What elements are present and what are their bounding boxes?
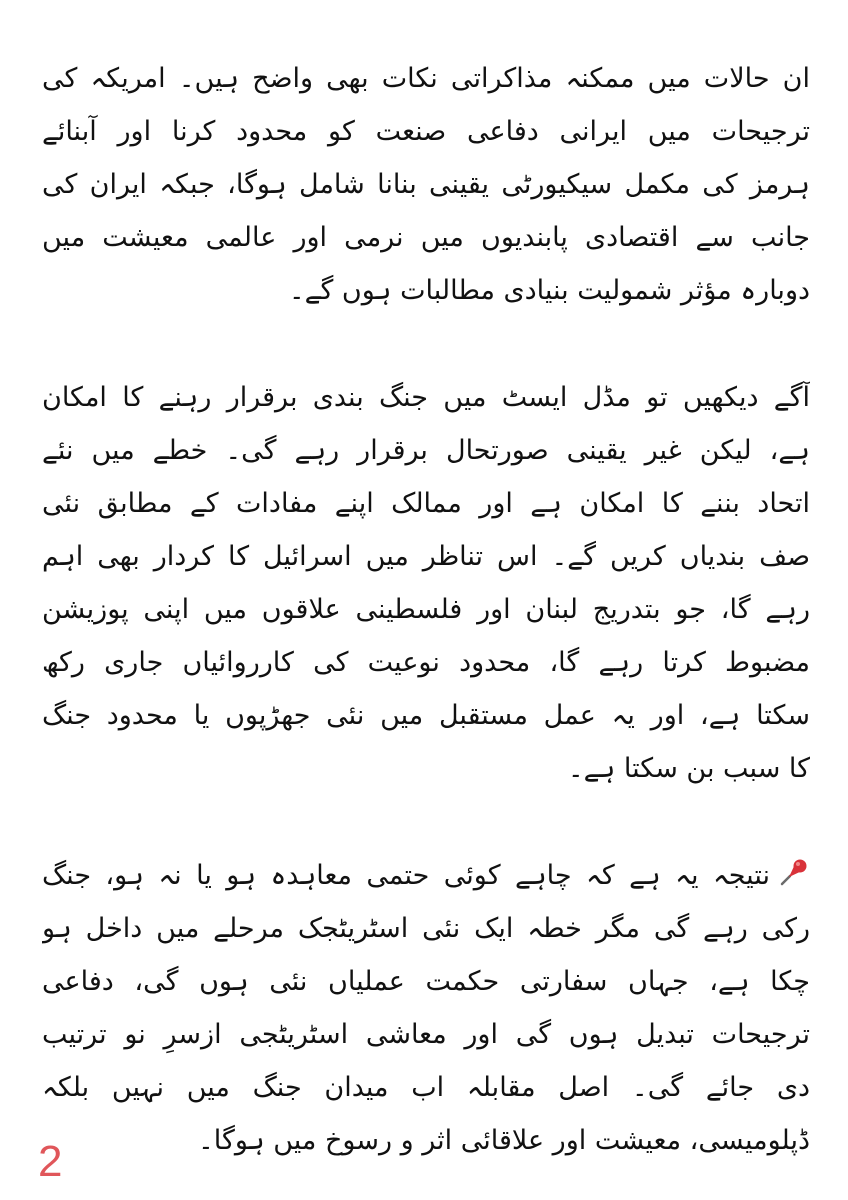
text-line: سکتا ہے، اور یہ عمل مستقبل میں نئی جھڑپوں یا محدود جنگ: [42, 700, 810, 731]
text-line: جانب سے اقتصادی پابندیوں میں نرمی اور عالمی معیشت میں: [42, 222, 810, 253]
text-line: ہے، لیکن غیر یقینی صورتحال برقرار رہے گی۔ خطے میں نئے: [42, 435, 810, 466]
text-line: ترجیحات میں ایرانی دفاعی صنعت کو محدود کرنا اور آبنائے: [42, 116, 810, 147]
text-line: دوبارہ مؤثر شمولیت بنیادی مطالبات ہوں گے۔: [288, 275, 810, 306]
text-line: دی جائے گی۔ اصل مقابلہ اب میدان جنگ میں نہیں بلکہ: [42, 1072, 810, 1103]
paragraph-outlook: [42, 371, 810, 795]
text-line: اتحاد بننے کا امکان ہے اور ممالک اپنے مفادات کے مطابق نئی: [42, 488, 810, 519]
text-line: رہے گا، جو بتدریج لبنان اور فلسطینی علاقوں میں اپنی پوزیشن: [42, 594, 810, 625]
paragraph-conclusion: [42, 849, 810, 1167]
text-line: صف بندیاں کریں گے۔ اس تناظر میں اسرائیل کا کردار بھی اہم: [42, 541, 810, 572]
paragraph-negotiation-points: [42, 52, 810, 317]
page-number: 2: [38, 1137, 63, 1186]
text-line-with-pin: [42, 849, 810, 902]
text-line: کا سبب بن سکتا ہے۔: [567, 753, 810, 784]
text-line: ان حالات میں ممکنہ مذاکراتی نکات بھی واضح ہیں۔ امریکہ کی: [42, 63, 810, 94]
text-line: آگے دیکھیں تو مڈل ایسٹ میں جنگ بندی برقرار رہنے کا امکان: [42, 382, 810, 413]
text-line: ڈپلومیسی، معیشت اور علاقائی اثر و رسوخ میں ہوگا۔: [197, 1125, 810, 1156]
text-line: مضبوط کرتا رہے گا، محدود نوعیت کی کارروائیاں جاری رکھ: [42, 647, 810, 678]
paragraph-gap: [42, 317, 810, 371]
text-line: ترجیحات تبدیل ہوں گی اور معاشی اسٹریٹجی ازسرِ نو ترتیب: [42, 1019, 810, 1050]
text-line: رکی رہے گی مگر خطہ ایک نئی اسٹریٹجک مرحلے میں داخل ہو: [42, 913, 810, 944]
text-line: ہرمز کی مکمل سیکیورٹی یقینی بنانا شامل ہوگا، جبکہ ایران کی: [42, 169, 810, 200]
text-line: چکا ہے، جہاں سفارتی حکمت عملیاں نئی ہوں گی، دفاعی: [42, 966, 810, 997]
paragraph-gap: [42, 795, 810, 849]
pushpin-icon: [776, 855, 810, 889]
text-line: نتیجہ یہ ہے کہ چاہے کوئی حتمی معاہدہ ہو یا نہ ہو، جنگ: [42, 860, 770, 891]
